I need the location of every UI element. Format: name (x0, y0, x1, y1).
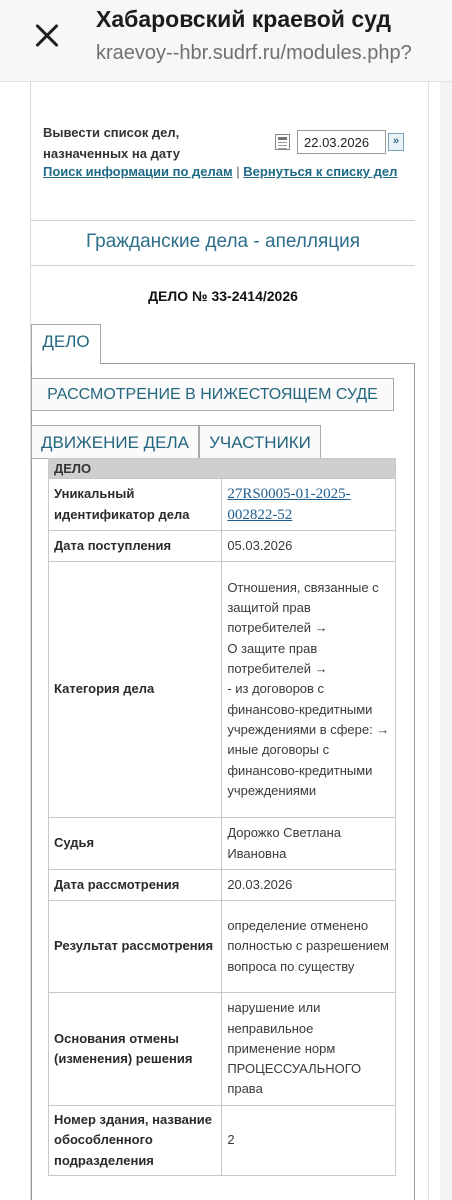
received-label: Дата поступления (49, 531, 222, 562)
result-value: определение отменено полностью с разрешением вопроса по существу (222, 901, 396, 993)
search-cases-link[interactable]: Поиск информации по делам (43, 164, 233, 179)
table-row (49, 901, 396, 993)
uid-label: Уникальный идентификатор дела (49, 479, 222, 531)
date-filter-label: Вывести список дел, назначенных на дату (43, 125, 180, 161)
browser-toolbar (0, 0, 452, 82)
table-row (49, 1106, 396, 1176)
category-line: - из договоров с финансово-кредитными учреждениями в сфере: → (227, 681, 390, 737)
table-row (49, 818, 396, 870)
table-row (49, 562, 396, 818)
category-value (222, 562, 396, 818)
grounds-label: Основания отмены (изменения) решения (49, 993, 222, 1106)
table-row (49, 993, 396, 1106)
building-label: Номер здания, название обособленного подразделения (49, 1106, 222, 1176)
url-text[interactable]: kraevoy--hbr.sudrf.ru/modules.php? (96, 42, 412, 64)
page-title: Хабаровский краевой суд (96, 6, 391, 32)
frame-border-right (428, 82, 429, 1200)
category-line: иные договоры с финансово-кредитными учреждениями (227, 742, 373, 798)
grounds-value: нарушение или неправильное применение норм ПРОЦЕССУАЛЬНОГО права (222, 993, 396, 1106)
tab-case-movement[interactable]: ДВИЖЕНИЕ ДЕЛА (31, 425, 199, 459)
divider (31, 265, 415, 266)
case-number: ДЕЛО № 33-2414/2026 (148, 288, 298, 304)
judge-label: Судья (49, 818, 222, 870)
tab-delo[interactable]: ДЕЛО (31, 324, 101, 364)
hearing-date-value: 20.03.2026 (222, 870, 396, 901)
section-title: Гражданские дела - апелляция (85, 231, 361, 252)
category-line: Отношения, связанные с защитой прав потребителей → (227, 579, 379, 636)
tab-lower-court[interactable]: РАССМОТРЕНИЕ В НИЖЕСТОЯЩЕМ СУДЕ (31, 378, 394, 411)
table-row (49, 870, 396, 901)
received-value: 05.03.2026 (222, 531, 396, 562)
tab-participants[interactable]: УЧАСТНИКИ (199, 425, 321, 459)
divider (31, 220, 415, 221)
close-icon[interactable] (30, 18, 66, 54)
result-label: Результат рассмотрения (49, 901, 222, 993)
table-header-row (49, 459, 396, 479)
hearing-date-label: Дата рассмотрения (49, 870, 222, 901)
category-label: Категория дела (49, 562, 222, 818)
case-details-table (48, 458, 396, 1176)
nav-links (43, 162, 398, 182)
judge-value: Дорожко Светлана Ивановна (222, 818, 396, 870)
back-to-list-link[interactable]: Вернуться к списку дел (243, 164, 398, 179)
scroll-edge (440, 82, 452, 1200)
building-value: 2 (222, 1106, 396, 1176)
table-row (49, 479, 396, 531)
table-row (49, 531, 396, 562)
category-line: О защите прав потребителей → (227, 640, 328, 677)
link-separator: | (236, 164, 240, 179)
table-header: ДЕЛО (49, 459, 396, 479)
uid-link[interactable]: 27RS0005-01-2025-002822-52 (227, 485, 351, 523)
go-button[interactable]: » (388, 133, 404, 151)
calendar-icon[interactable] (275, 134, 290, 150)
date-input[interactable] (297, 130, 386, 154)
